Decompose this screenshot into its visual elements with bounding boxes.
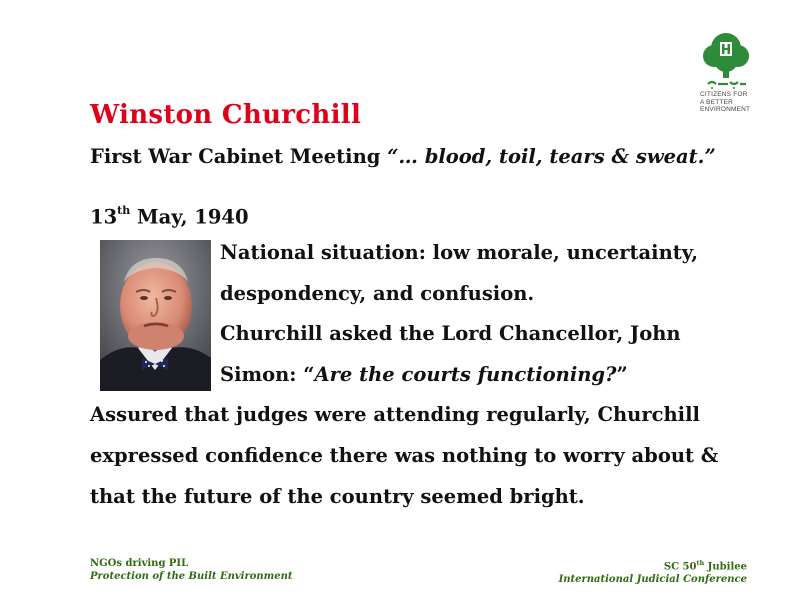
p2-suffix: ” — [616, 363, 628, 386]
date-rest: May, 1940 — [130, 205, 249, 229]
subtitle-prefix: First War Cabinet Meeting — [90, 145, 388, 168]
paragraph-national-situation: National situation: low morale, uncertainty, despondency, and confusion. — [220, 241, 699, 305]
logo-text-line3: ENVIRONMENT — [700, 106, 751, 113]
footer-left-line1: NGOs driving PIL — [90, 558, 189, 569]
slide-subtitle — [90, 143, 740, 171]
p2-prefix: Churchill asked the Lord Chancellor, John Simon: “ — [220, 322, 681, 386]
churchill-portrait — [100, 240, 211, 391]
slide-date — [90, 199, 249, 232]
logo-text-line2: A BETTER — [700, 98, 734, 106]
logo-text-line1: CITIZENS FOR — [700, 91, 748, 98]
p2-quote: Are the courts functioning? — [314, 363, 617, 386]
footer-right — [559, 557, 747, 586]
subtitle-quote: “… blood, toil, tears & sweat.” — [387, 145, 716, 168]
footer-right-suffix: Jubilee — [704, 561, 747, 573]
footer-right-prefix: SC 50 — [663, 561, 697, 573]
date-day: 13 — [90, 205, 118, 229]
paragraph-courts-question — [220, 313, 760, 395]
logo-text — [700, 91, 756, 114]
slide-title: Winston Churchill — [90, 100, 362, 130]
footer-left-line2: Protection of the Built Environment — [90, 571, 293, 582]
footer-right-line1 — [559, 557, 747, 573]
footer-right-line2: International Judicial Conference — [558, 574, 747, 586]
paragraph-confidence: Assured that judges were attending regularly, Churchill expressed confidence there was nothing to worry about & that the future of the country seemed bright. — [90, 403, 719, 508]
footer-right-sup: th — [696, 559, 705, 567]
date-suffix: th — [117, 204, 131, 217]
footer-left — [90, 557, 293, 583]
